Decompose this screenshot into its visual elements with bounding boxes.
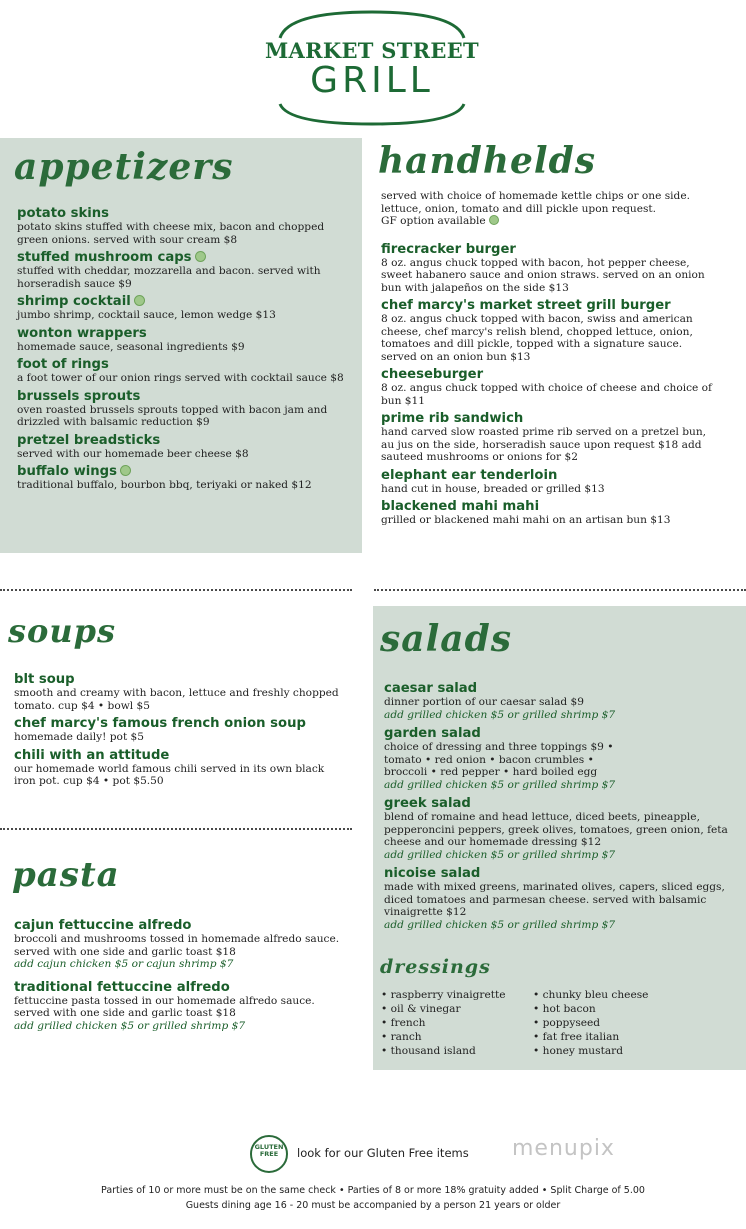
divider [0,828,352,830]
watermark: menupix [512,1136,615,1161]
item-desc: potato skins stuffed with cheese mix, bacon and chopped green onions. served with sour cream $8 [17,221,325,246]
divider [374,589,746,591]
menu-item [17,250,357,290]
item-name: foot of rings [17,357,109,372]
menu-item [14,918,344,971]
item-name: cheeseburger [381,367,484,382]
menu-item [17,206,357,246]
item-name: cajun fettuccine alfredo [14,918,192,933]
item-desc: 8 oz. angus chuck topped with choice of cheese and choice of bun $11 [381,382,712,407]
dressings-right-list [533,988,648,1058]
menu-item [17,357,357,385]
dressing-item: • raspberry vinaigrette [381,989,506,1001]
item-add-on: add grilled chicken $5 or grilled shrimp $7 [14,1019,246,1032]
gluten-free-badge-icon: GLUTEN FREE [250,1135,288,1173]
item-desc: our homemade world famous chili served in its own black iron pot. cup $4 • pot $5.50 [14,762,325,787]
dressing-item: • ranch [381,1031,422,1043]
item-name: garden salad [384,726,481,741]
soups-heading: soups [8,612,117,650]
appetizers-list [17,206,357,496]
gluten-free-note: look for our Gluten Free items [297,1146,469,1160]
menu-item [381,367,716,407]
menu-item [381,411,716,464]
menu-item [381,298,716,363]
item-desc: blend of romaine and head lettuce, diced beets, pineapple, pepperoncini peppers, greek olives, tomatoes, green onion, feta cheese and our homemade dressing $12 [384,811,728,848]
item-add-on: add grilled chicken $5 or grilled shrimp $7 [384,708,616,721]
dressing-item: • poppyseed [533,1017,601,1029]
menu-item [17,433,357,461]
salads-heading: salads [380,618,513,660]
divider [0,589,352,591]
menu-item [381,468,716,496]
item-desc: dinner portion of our caesar salad $9 [384,696,585,708]
dressing-item: • oil & vinegar [381,1003,461,1015]
item-name: pretzel breadsticks [17,432,161,448]
menu-item [17,294,357,322]
menu-item [384,796,736,861]
gf-option-note: GF option available [381,215,486,227]
item-desc: hand carved slow roasted prime rib served on a pretzel bun, au jus on the side, horseradish sauce upon request $18 add sauteed mushrooms or onions for $2 [381,426,707,463]
item-name: traditional fettuccine alfredo [14,979,230,995]
item-desc: jumbo shrimp, cocktail sauce, lemon wedge $13 [17,309,276,321]
dressings-left-list [381,988,506,1058]
logo-title: MARKET STREET [265,38,479,63]
menu-item [14,980,344,1033]
dressing-item: • thousand island [381,1045,476,1057]
item-name: chili with an attitude [14,747,170,763]
menu-item [384,681,736,721]
menu-item [17,464,357,492]
item-name: greek salad [384,796,471,811]
item-desc: grilled or blackened mahi mahi on an artisan bun $13 [381,514,671,526]
policy-line-1: Parties of 10 or more must be on the same check • Parties of 8 or more 18% gratuity added • Split Charge of 5.00 [101,1185,645,1196]
item-add-on: add grilled chicken $5 or grilled shrimp $7 [384,918,616,931]
logo-subtitle: GRILL [310,60,434,101]
menu-item [14,716,344,744]
item-add-on: add grilled chicken $5 or grilled shrimp $7 [384,778,616,791]
salads-list [384,681,736,935]
item-name: buffalo wings [17,464,117,479]
item-desc: 8 oz. angus chuck topped with bacon, swiss and american cheese, chef marcy's relish blend, chopped lettuce, onion, tomatoes and dill pickle, topped with a signature sauce. served on an onion bun $13 [381,313,693,363]
item-name: chef marcy's famous french onion soup [14,716,306,731]
item-desc: hand cut in house, breaded or grilled $13 [381,482,605,495]
item-desc: a foot tower of our onion rings served with cocktail sauce $8 [17,372,344,384]
item-desc: broccoli and mushrooms tossed in homemade alfredo sauce. served with one side and garlic toast $18 [14,933,340,958]
item-name: wonton wrappers [17,325,147,341]
dressings-heading: dressings [380,956,491,978]
dressing-item: • french [381,1017,426,1029]
menu-item [381,242,716,295]
soups-list [14,672,344,792]
item-desc: choice of dressing and three toppings $9 • tomato • red onion • bacon crumbles • broccoli • red pepper • hard boiled egg [384,741,614,778]
menu-item [14,672,344,712]
menu-item [17,389,357,429]
item-desc: served with our homemade beer cheese $8 [17,447,249,460]
dressing-item: • honey mustard [533,1045,623,1057]
handhelds-intro: served with choice of homemade kettle chips or one side. lettuce, onion, tomato and dill pickle upon request. [381,190,690,215]
item-name: potato skins [17,206,110,221]
item-desc: fettuccine pasta tossed in our homemade alfredo sauce. served with one side and garlic toast $18 [14,994,315,1019]
item-desc: stuffed with cheddar, mozzarella and bacon. served with horseradish sauce $9 [17,265,321,290]
item-name: chef marcy's market street grill burger [381,298,671,313]
handhelds-list [381,190,716,531]
item-name: prime rib sandwich [381,411,524,426]
appetizers-heading: appetizers [14,146,234,188]
item-desc: oven roasted brussels sprouts topped with bacon jam and drizzled with balsamic reduction $9 [17,403,328,428]
item-name: nicoise salad [384,866,481,881]
gluten-free-icon [120,465,131,476]
item-desc: traditional buffalo, bourbon bbq, teriyaki or naked $12 [17,479,312,491]
item-desc: homemade sauce, seasonal ingredients $9 [17,340,245,353]
pasta-list [14,918,344,1036]
handhelds-heading: handhelds [378,140,597,182]
item-desc: smooth and creamy with bacon, lettuce and freshly chopped tomato. cup $4 • bowl $5 [14,687,339,712]
item-name: blt soup [14,672,75,687]
menu-item [17,326,357,354]
menu-item [381,499,716,527]
item-name: caesar salad [384,681,478,696]
item-name: shrimp cocktail [17,294,131,309]
gluten-free-icon [489,215,499,225]
dressing-item: • chunky bleu cheese [533,989,649,1001]
item-name: firecracker burger [381,241,516,257]
pasta-heading: pasta [12,855,120,895]
item-desc: homemade daily! pot $5 [14,731,145,743]
item-desc: made with mixed greens, marinated olives, capers, sliced eggs, diced tomatoes and parmesan cheese. served with balsamic vinaigrette $12 [384,881,725,918]
item-name: elephant ear tenderloin [381,467,558,483]
menu-item [384,866,736,931]
dressing-item: • hot bacon [533,1003,596,1015]
dressing-item: • fat free italian [533,1031,620,1043]
menu-item [14,748,344,788]
item-name: stuffed mushroom caps [17,250,192,265]
item-desc: 8 oz. angus chuck topped with bacon, hot pepper cheese, sweet habanero sauce and onion straws. served on an onion bun with jalapeños on the side $13 [381,256,705,294]
item-name: blackened mahi mahi [381,499,540,514]
policy-line-2: Guests dining age 16 - 20 must be accompanied by a person 21 years or older [185,1200,561,1211]
logo [258,8,486,126]
gluten-free-icon [195,251,206,262]
gluten-free-icon [134,295,145,306]
menu-item [384,726,736,791]
item-name: brussels sprouts [17,388,141,404]
item-add-on: add grilled chicken $5 or grilled shrimp $7 [384,848,616,861]
item-add-on: add cajun chicken $5 or cajun shrimp $7 [14,958,234,970]
